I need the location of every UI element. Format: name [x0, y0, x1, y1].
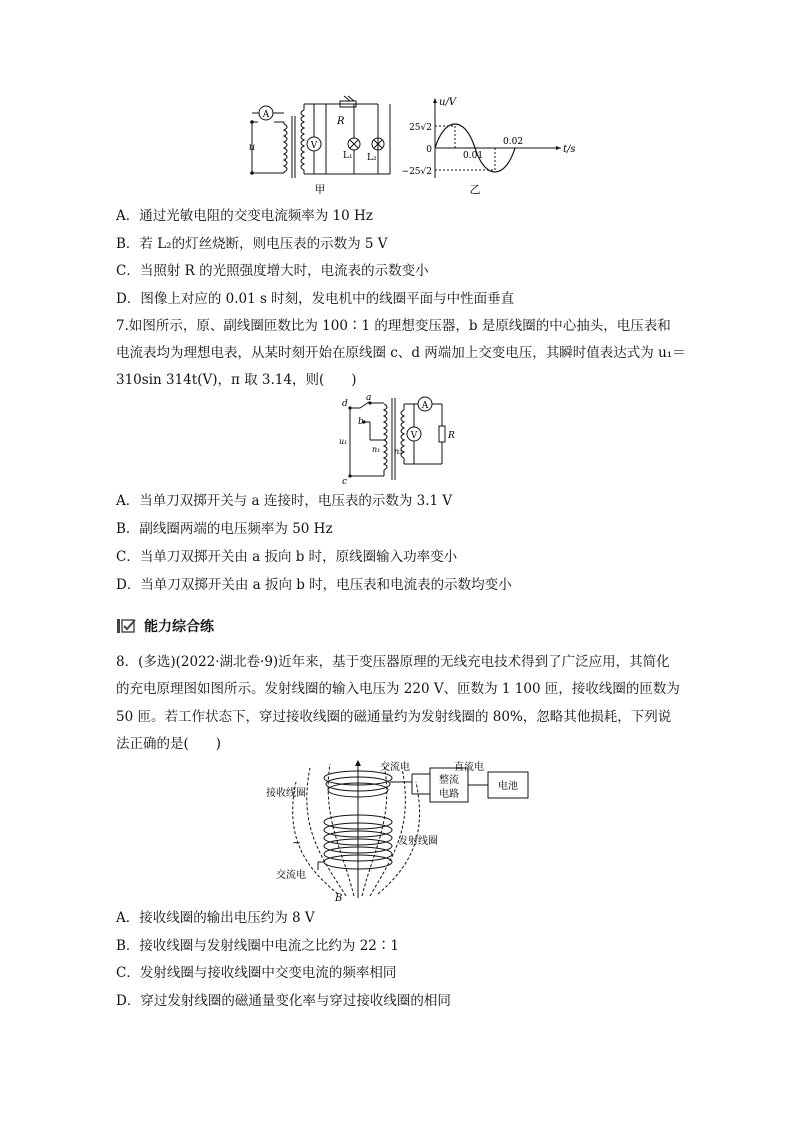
wireless-charging-svg	[262, 758, 542, 904]
label-dc: 直流电	[454, 762, 484, 773]
label-n1: n₁	[372, 445, 381, 454]
q8-option-b: B．接收线圈与发射线圈中电流之比约为 22∶1	[116, 938, 399, 954]
label-receive-coil: 接收线圈	[266, 788, 306, 799]
q6-option-a: A．通过光敏电阻的交变电流频率为 10 Hz	[116, 208, 373, 224]
graph-origin: 0	[426, 145, 432, 155]
q7-option-c: C．当单刀双掷开关由 a 扳向 b 时，原线圈输入功率变小	[116, 549, 458, 565]
graph-xtick1: 0.01	[463, 151, 484, 161]
q6-option-b: B．若 L₂的灯丝烧断，则电压表的示数为 5 V	[116, 236, 388, 252]
q6-option-d: D．图像上对应的 0.01 s 时刻，发电机中的线圈平面与中性面垂直	[116, 291, 515, 307]
graph-xtick2: 0.02	[503, 137, 524, 147]
transformer-svg	[336, 394, 456, 486]
resistor-label: R	[337, 116, 345, 127]
label-u1: u₁	[339, 437, 348, 446]
checklist-icon	[116, 617, 138, 635]
label-r: R	[448, 431, 455, 441]
label-battery: 电池	[498, 781, 518, 792]
q8-stem-line4: 法正确的是( )	[116, 736, 222, 752]
figure-wireless-charging	[262, 758, 542, 904]
caption-yi: 乙	[469, 183, 481, 196]
label-n2: n₂	[394, 447, 403, 456]
q7-option-d: D．当单刀双掷开关由 a 扳向 b 时，电压表和电流表的示数均变小	[116, 577, 512, 593]
label-rectifier-2: 电路	[439, 789, 459, 800]
figure-circuit-jia-yi	[240, 96, 576, 196]
label-rectifier-1: 整流	[439, 775, 459, 786]
q8-stem-line1: 8．(多选)(2022·湖北卷·9)近年来，基于变压器原理的无线充电技术得到了广泛应用，其简化	[116, 654, 670, 670]
label-c: c	[342, 477, 348, 487]
q8-stem-line2: 的充电原理图如图所示。发射线圈的输入电压为 220 V、匝数为 1 100 匝，接收线圈的匝数为	[116, 681, 680, 697]
ammeter-label: A	[262, 110, 270, 120]
label-b: b	[358, 417, 364, 427]
section-title: 能力综合练	[144, 619, 214, 635]
voltmeter-label: V	[310, 141, 318, 151]
label-field-b: B	[335, 893, 343, 904]
label-d: d	[342, 399, 348, 409]
label-ac-top: 交流电	[380, 762, 410, 773]
lamp2-label: L₂	[367, 153, 377, 163]
label-ac-bottom: 交流电	[276, 870, 306, 881]
sine-graph	[402, 97, 576, 196]
graph-ytick-neg: −25√2	[401, 167, 432, 177]
graph-xlabel: t/s	[563, 144, 576, 155]
caption-jia: 甲	[314, 183, 326, 196]
figure-transformer-q7	[336, 394, 456, 486]
lamp1-label: L₁	[343, 151, 353, 161]
q8-stem-line3: 50 匝。若工作状态下，穿过接收线圈的磁通量约为发射线圈的 80%，忽略其他损耗，下列说	[116, 709, 672, 725]
graph-ylabel: u/V	[439, 97, 457, 108]
q8-option-a: A．接收线圈的输出电压约为 8 V	[116, 910, 315, 926]
q8-option-c: C．发射线圈与接收线圈中交变电流的频率相同	[116, 965, 397, 981]
section-header	[116, 614, 214, 638]
q7-option-b: B．副线圈两端的电压频率为 50 Hz	[116, 521, 333, 537]
q7-ammeter-label: A	[421, 401, 429, 411]
label-a: a	[366, 393, 372, 403]
circuit-graph-svg	[240, 96, 576, 196]
source-label: u	[248, 142, 256, 153]
q7-stem-line3: 310sin 314t(V)，π 取 3.14，则( )	[116, 372, 357, 388]
label-tilde: ~	[292, 836, 302, 849]
label-transmit-coil: 发射线圈	[398, 836, 438, 847]
q7-option-a: A．当单刀双掷开关与 a 连接时，电压表的示数为 3.1 V	[116, 493, 453, 509]
q7-stem-line1: 7.如图所示，原、副线圈匝数比为 100∶1 的理想变压器，b 是原线圈的中心抽头，电压表和	[116, 318, 671, 334]
q8-option-d: D．穿过发射线圈的磁通量变化率与穿过接收线圈的相同	[116, 993, 451, 1009]
q7-stem-line2: 电流表均为理想电表，从某时刻开始在原线圈 c、d 两端加上交变电压，其瞬时值表达式为 u₁＝	[116, 345, 686, 361]
q7-voltmeter-label: V	[410, 431, 418, 441]
graph-ytick-pos: 25√2	[409, 123, 432, 133]
q6-option-c: C．当照射 R 的光照强度增大时，电流表的示数变小	[116, 263, 429, 279]
